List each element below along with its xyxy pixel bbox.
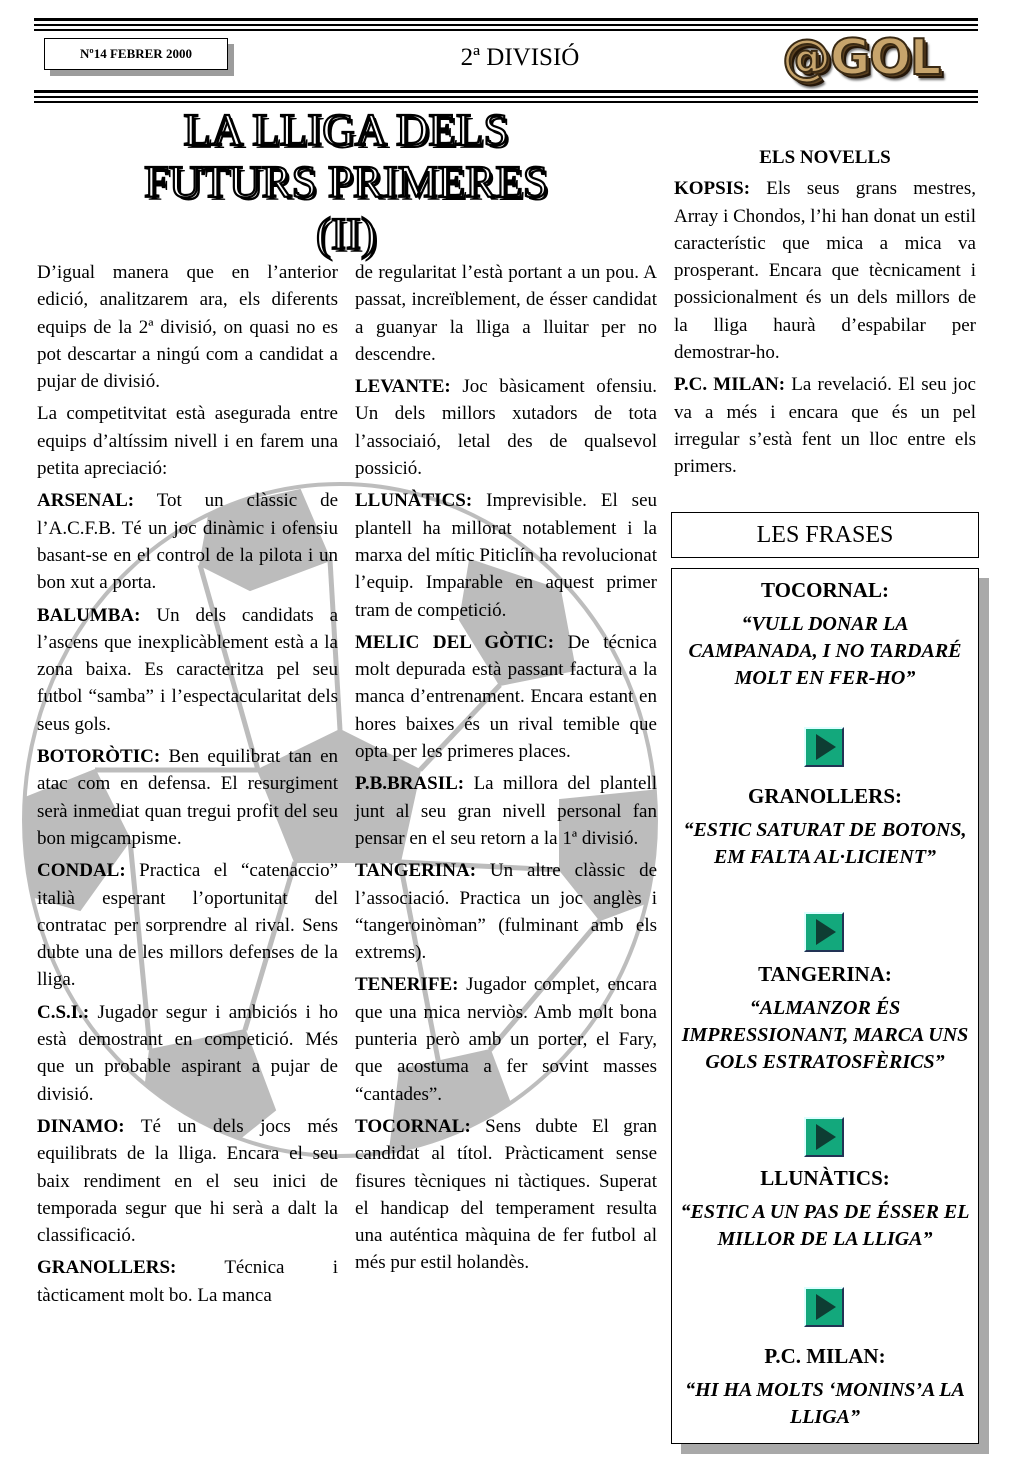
paragraph [355,259,657,368]
team-description: Ben equilibrat tan en atac com en defensa. El resurgiment serà inmediat quan tregui profit del seu bon migcampisme. [37,746,338,849]
team-name: CONDAL: [37,860,126,882]
team-entry [355,487,657,623]
team-description: Practica el “catenaccio” italià esperant l’oportunitat del contratac per sorprendre al rival. Sens dubte una de les millors defenses de la lliga. [37,860,338,991]
issue-date-box: Nº14 FEBRER 2000 [44,38,228,70]
team-description: Jugador segur i ambiciós i ho està demostrant en competició. Més que un probable aspirant a pujar de divisió. [37,1001,339,1105]
team-entry [355,1113,657,1277]
team-description: La millora del plantell junt al seu gran nivell personal fan pensar en el seu retorn a la 1ª divisió. [355,773,658,849]
team-entry [674,371,976,480]
team-description: Sens dubte El gran candidat al títol. Pràcticament sense fisures tècniques ni tàctiques. Superat el handicap del temperament resulta una auténtica màquina de fer futbol al més pur estil holandès. [355,1115,657,1274]
team-name: MELIC DEL GÒTIC: [355,631,555,653]
team-entry [355,971,657,1107]
quote-team: LLUNÀTICS: [760,1166,890,1190]
mid-rule-1 [34,90,978,93]
quote-text: “ESTIC SATURAT DE BOTONS, EM FALTA AL·LICIENT” [683,819,967,868]
article-column-1 [37,259,338,1314]
division-title: 2ª DIVISIÓ [460,44,580,71]
team-name: TENERIFE: [355,974,459,996]
top-rule-2 [34,24,978,26]
play-icon[interactable] [804,1117,844,1157]
paragraph-text: D’igual manera que en l’anterior edició, analitzarem ara, els diferents equips de la 2ª divisió, on quasi no es pot descartar a ningú com a candidat a pujar de divisió. [37,262,338,393]
team-description: Un altre clàssic de l’associació. Practica un joc anglès i “tangeroinòman” (fulminant amb els extrems). [355,860,657,964]
quote-item [672,1343,978,1431]
team-name: ARSENAL: [37,490,135,512]
team-name: BOTORÒTIC: [37,746,161,768]
team-name: LEVANTE: [355,376,451,398]
paragraph-text: de regularitat l’està portant a un pou. A passat, increïblement, de ésser candidat a guanyar la lliga a lluitar per no descendre. [355,262,657,365]
quote-item [672,577,978,692]
mid-rule-3 [34,101,978,103]
paragraph [37,259,338,395]
paragraph [37,400,338,482]
frases-box [671,568,979,1444]
team-entry [37,999,338,1108]
quote-text: “ESTIC A UN PAS DE ÉSSER EL MILLOR DE LA LLIGA” [680,1201,970,1250]
team-name: LLUNÀTICS: [355,490,473,512]
quote-team: GRANOLLERS: [747,784,903,808]
team-entry [355,629,657,765]
team-description: Joc bàsicament ofensiu. Un dels millors xutadors de tota l’associaió, letal des de qualsevol possició. [355,376,657,480]
frases-header: LES FRASES [671,512,979,558]
headline-line-2: FUTURS PRIMERES [144,157,548,207]
team-name: KOPSIS: [674,178,751,200]
play-icon[interactable] [804,912,844,952]
team-entry [355,770,657,852]
team-entry [37,1254,338,1309]
team-name: TOCORNAL: [355,1115,471,1137]
team-name: P.B.BRASIL: [355,773,465,795]
team-name: GRANOLLERS: [37,1257,177,1279]
team-name: DINAMO: [37,1115,125,1137]
gol-logo: @GOL [782,29,941,86]
team-description: Técnica i tàcticament molt bo. La manca [37,1257,338,1306]
team-entry [674,175,976,366]
mid-rule-2 [34,96,978,98]
play-icon[interactable] [804,1287,844,1327]
team-entry [355,857,657,966]
team-entry [37,1113,338,1249]
team-entry [37,743,338,852]
article-column-2 [355,259,657,1282]
team-description: Jugador complet, encara que una mica nerviòs. Amb molt bona punteria però amb un porter, el Fary, que acostuma a fer sovint masses “cantades”. [355,974,657,1105]
top-rule-1 [34,18,978,21]
paragraph-text: La competitvitat està asegurada entre equips d’altíssim nivell i en farem una petita apreciació: [37,403,338,480]
play-icon[interactable] [804,727,844,767]
team-entry [37,857,338,993]
novells-section [674,144,976,486]
team-name: P.C. MILAN: [674,374,786,396]
quote-text: “ALMANZOR ÉS IMPRESSIONANT, MARCA UNS GOLS ESTRATOSFÈRICS” [681,997,969,1073]
team-entry [37,487,338,596]
team-description: Un dels candidats a l’ascens que inexplicàblement està a la zona baixa. Es caracteritza pel seu futbol “samba” i l’espectacularitat dels seus gols. [37,604,339,735]
team-description: Els seus grans mestres, Array i Chondos, l’hi han donat un estil característic que mica a mica va prosperant. Encara que tècnicament i possicionalment és un dels millors de la lliga haurà d’espabilar per demostrar-ho. [674,178,977,364]
quote-text: “HI HA MOLTS ‘MONINS’A LA LLIGA” [685,1379,965,1428]
quote-team: TOCORNAL: [761,578,889,602]
quote-item [672,1165,978,1253]
team-name: TANGERINA: [355,860,477,882]
team-description: La revelació. El seu joc va a més i encara que és un pel irregular s’està fent un lloc entre els primers. [674,374,976,478]
team-description: De técnica molt depurada està passant factura a la manca d’entrenament. Encara estant en hores baixes és un rival temible que opta per les primeres places. [355,631,657,763]
quote-team: TANGERINA: [758,962,892,986]
team-entry [355,373,657,482]
team-entry [37,602,338,738]
headline-line-3: (II) [316,209,376,259]
team-description: Imprevisible. El seu plantell ha millorat notablement i la marxa del mític Piticlín ha revolucionat l’equip. Imparable en aquest primer tram de competició. [355,490,657,621]
team-description: Té un dels jocs més equilibrats de la lliga. Encara el seu baix rendiment en el seu inici de temporada segur que hi serà a dalt la classificació. [37,1115,338,1247]
quote-item [672,961,978,1076]
headline [36,104,656,260]
team-name: C.S.I.: [37,1001,90,1023]
quote-text: “VULL DONAR LA CAMPANADA, I NO TARDARÉ MOLT EN FER-HO” [688,613,962,689]
novells-title: ELS NOVELLS [759,147,891,168]
team-name: BALUMBA: [37,604,141,626]
quote-item [672,783,978,871]
quote-team: P.C. MILAN: [764,1344,886,1368]
headline-line-1: LA LLIGA DELS [183,105,509,155]
team-description: Tot un clàssic de l’A.C.F.B. Té un joc dinàmic i ofensiu basant-se en el control de la pilota i un bon xut a porta. [37,490,338,594]
